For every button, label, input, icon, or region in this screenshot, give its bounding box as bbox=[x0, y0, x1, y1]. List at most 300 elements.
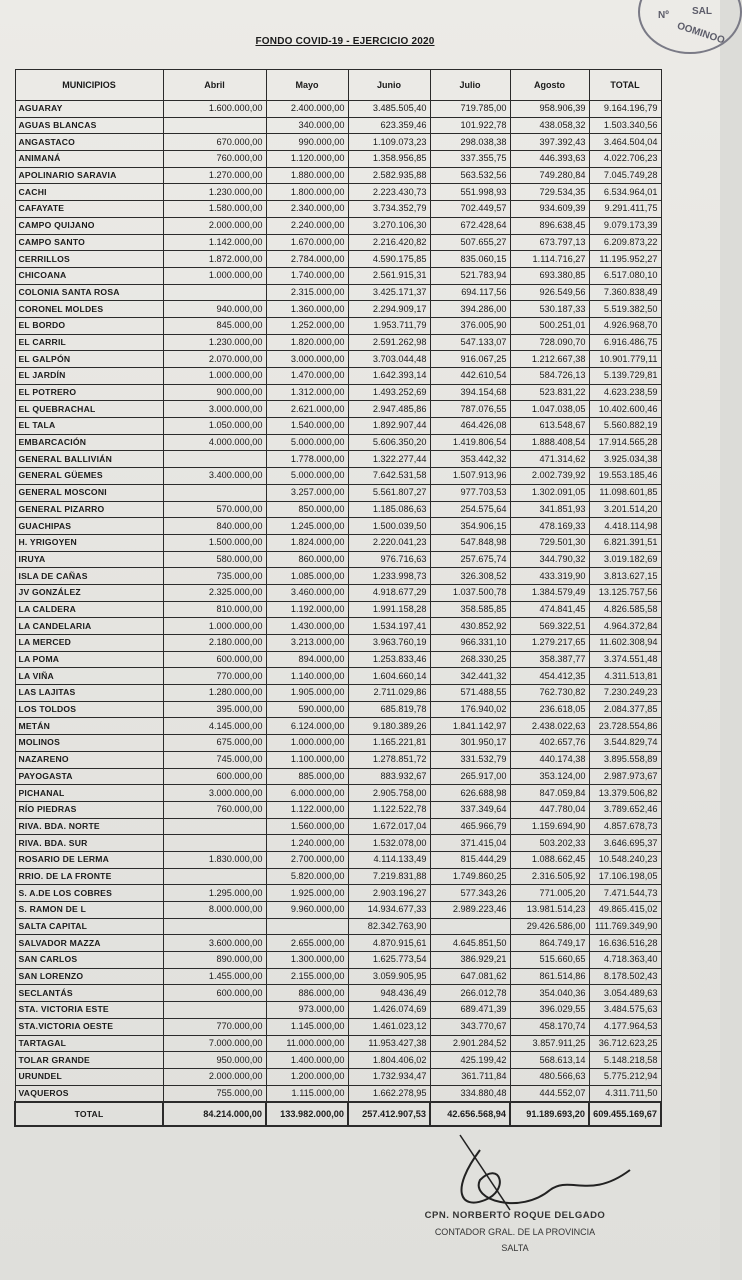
amount-cell: 845.000,00 bbox=[163, 317, 266, 334]
amount-cell: 623.359,46 bbox=[348, 117, 430, 134]
amount-cell: 1.230.000,00 bbox=[163, 184, 266, 201]
amount-cell: 9.164.196,79 bbox=[589, 101, 661, 118]
amount-cell: 3.895.558,89 bbox=[589, 751, 661, 768]
amount-cell: 1.580.000,00 bbox=[163, 201, 266, 218]
municipio-cell: ANGASTACO bbox=[15, 134, 163, 151]
amount-cell: 600.000,00 bbox=[163, 985, 266, 1002]
municipio-cell: SAN CARLOS bbox=[15, 952, 163, 969]
amount-cell: 1.532.078,00 bbox=[348, 835, 430, 852]
document-title: FONDO COVID-19 - EJERCICIO 2020 bbox=[255, 36, 435, 47]
amount-cell: 1.000.000,00 bbox=[266, 735, 348, 752]
amount-cell: 2.903.196,27 bbox=[348, 885, 430, 902]
amount-cell: 2.084.377,85 bbox=[589, 701, 661, 718]
amount-cell: 1.114.716,27 bbox=[510, 251, 589, 268]
amount-cell: 1.430.000,00 bbox=[266, 618, 348, 635]
amount-cell: 1.534.197,41 bbox=[348, 618, 430, 635]
municipio-cell: PICHANAL bbox=[15, 785, 163, 802]
amount-cell: 1.245.000,00 bbox=[266, 518, 348, 535]
signatory-role: CONTADOR GRAL. DE LA PROVINCIA bbox=[434, 1227, 596, 1237]
amount-cell: 2.400.000,00 bbox=[266, 101, 348, 118]
amount-cell: 1.778.000,00 bbox=[266, 451, 348, 468]
amount-cell: 402.657,76 bbox=[510, 735, 589, 752]
amount-cell: 7.219.831,88 bbox=[348, 868, 430, 885]
header-julio: Julio bbox=[430, 70, 510, 101]
amount-cell: 1.732.934,47 bbox=[348, 1068, 430, 1085]
municipio-cell: EMBARCACIÓN bbox=[15, 434, 163, 451]
amount-cell: 4.590.175,85 bbox=[348, 251, 430, 268]
amount-cell: 672.428,64 bbox=[430, 217, 510, 234]
amount-cell: 990.000,00 bbox=[266, 134, 348, 151]
amount-cell: 1.000.000,00 bbox=[163, 618, 266, 635]
amount-cell: 580.000,00 bbox=[163, 551, 266, 568]
amount-cell: 530.187,33 bbox=[510, 301, 589, 318]
table-row bbox=[15, 301, 661, 318]
amount-cell: 444.552,07 bbox=[510, 1085, 589, 1102]
amount-cell: 3.059.905,95 bbox=[348, 968, 430, 985]
amount-cell: 11.953.427,38 bbox=[348, 1035, 430, 1052]
table-row bbox=[15, 1002, 661, 1019]
amount-cell: 433.319,90 bbox=[510, 568, 589, 585]
amount-cell: 394.154,68 bbox=[430, 384, 510, 401]
amount-cell: 600.000,00 bbox=[163, 651, 266, 668]
amount-cell: 810.000,00 bbox=[163, 601, 266, 618]
amount-cell: 864.749,17 bbox=[510, 935, 589, 952]
table-row bbox=[15, 167, 661, 184]
amount-cell: 940.000,00 bbox=[163, 301, 266, 318]
amount-cell: 1.892.907,44 bbox=[348, 418, 430, 435]
amount-cell: 447.780,04 bbox=[510, 801, 589, 818]
amount-cell: 760.000,00 bbox=[163, 801, 266, 818]
amount-cell: 1.185.086,63 bbox=[348, 501, 430, 518]
amount-cell: 3.460.000,00 bbox=[266, 584, 348, 601]
municipio-cell: ANIMANÁ bbox=[15, 151, 163, 168]
municipio-cell: RIVA. BDA. SUR bbox=[15, 835, 163, 852]
amount-cell: 521.783,94 bbox=[430, 267, 510, 284]
amount-cell: 10.402.600,46 bbox=[589, 401, 661, 418]
amount-cell: 10.901.779,11 bbox=[589, 351, 661, 368]
table-body bbox=[15, 101, 661, 1103]
amount-cell: 1.991.158,28 bbox=[348, 601, 430, 618]
amount-cell: 1.000.000,00 bbox=[163, 267, 266, 284]
amount-cell: 1.905.000,00 bbox=[266, 685, 348, 702]
amount-cell: 1.233.998,73 bbox=[348, 568, 430, 585]
table-row bbox=[15, 134, 661, 151]
amount-cell: 1.800.000,00 bbox=[266, 184, 348, 201]
amount-cell: 8.178.502,43 bbox=[589, 968, 661, 985]
amount-cell: 1.145.000,00 bbox=[266, 1018, 348, 1035]
table-row bbox=[15, 568, 661, 585]
amount-cell: 5.820.000,00 bbox=[266, 868, 348, 885]
amount-cell: 4.870.915,61 bbox=[348, 935, 430, 952]
amount-cell: 4.623.238,59 bbox=[589, 384, 661, 401]
amount-cell: 1.100.000,00 bbox=[266, 751, 348, 768]
municipio-cell: STA. VICTORIA ESTE bbox=[15, 1002, 163, 1019]
amount-cell: 337.349,64 bbox=[430, 801, 510, 818]
amount-cell: 1.280.000,00 bbox=[163, 685, 266, 702]
amount-cell: 685.819,78 bbox=[348, 701, 430, 718]
amount-cell: 1.240.000,00 bbox=[266, 835, 348, 852]
amount-cell: 1.507.913,96 bbox=[430, 468, 510, 485]
amount-cell: 376.005,90 bbox=[430, 317, 510, 334]
amount-cell: 2.987.973,67 bbox=[589, 768, 661, 785]
table-row bbox=[15, 484, 661, 501]
header-abril: Abril bbox=[163, 70, 266, 101]
amount-cell: 1.252.000,00 bbox=[266, 317, 348, 334]
amount-cell: 2.240.000,00 bbox=[266, 217, 348, 234]
municipio-cell: LA POMA bbox=[15, 651, 163, 668]
amount-cell: 361.711,84 bbox=[430, 1068, 510, 1085]
municipio-cell: AGUAS BLANCAS bbox=[15, 117, 163, 134]
amount-cell: 1.880.000,00 bbox=[266, 167, 348, 184]
table-row bbox=[15, 1035, 661, 1052]
table-row bbox=[15, 751, 661, 768]
amount-cell: 2.155.000,00 bbox=[266, 968, 348, 985]
amount-cell: 1.165.221,81 bbox=[348, 735, 430, 752]
amount-cell: 973.000,00 bbox=[266, 1002, 348, 1019]
amount-cell: 353.442,32 bbox=[430, 451, 510, 468]
amount-cell: 1.419.806,54 bbox=[430, 434, 510, 451]
municipio-cell: AGUARAY bbox=[15, 101, 163, 118]
municipio-cell: EL GALPÓN bbox=[15, 351, 163, 368]
amount-cell: 569.322,51 bbox=[510, 618, 589, 635]
amount-cell: 1.037.500,78 bbox=[430, 584, 510, 601]
amount-cell: 1.047.038,05 bbox=[510, 401, 589, 418]
amount-cell: 396.029,55 bbox=[510, 1002, 589, 1019]
amount-cell: 2.582.935,88 bbox=[348, 167, 430, 184]
total-junio: 257.412.907,53 bbox=[348, 1102, 430, 1126]
amount-cell: 464.426,08 bbox=[430, 418, 510, 435]
table-row bbox=[15, 968, 661, 985]
signature-scribble bbox=[440, 1130, 640, 1220]
amount-cell: 1.050.000,00 bbox=[163, 418, 266, 435]
table-row bbox=[15, 935, 661, 952]
signatory-name: CPN. NORBERTO ROQUE DELGADO bbox=[424, 1210, 606, 1221]
amount-cell: 2.711.029,86 bbox=[348, 685, 430, 702]
table-row bbox=[15, 601, 661, 618]
funds-table bbox=[14, 69, 662, 1127]
amount-cell: 9.180.389,26 bbox=[348, 718, 430, 735]
municipio-cell: SALTA CAPITAL bbox=[15, 918, 163, 935]
table-row bbox=[15, 868, 661, 885]
amount-cell: 1.830.000,00 bbox=[163, 851, 266, 868]
amount-cell: 11.602.308,94 bbox=[589, 635, 661, 652]
municipio-cell: GENERAL PIZARRO bbox=[15, 501, 163, 518]
amount-cell: 523.831,22 bbox=[510, 384, 589, 401]
amount-cell: 2.591.262,98 bbox=[348, 334, 430, 351]
table-row bbox=[15, 368, 661, 385]
amount-cell: 395.000,00 bbox=[163, 701, 266, 718]
amount-cell: 341.851,93 bbox=[510, 501, 589, 518]
amount-cell: 977.703,53 bbox=[430, 484, 510, 501]
municipio-cell: CACHI bbox=[15, 184, 163, 201]
amount-cell: 1.120.000,00 bbox=[266, 151, 348, 168]
amount-cell: 111.769.349,90 bbox=[589, 918, 661, 935]
amount-cell: 2.223.430,73 bbox=[348, 184, 430, 201]
totals-row bbox=[15, 1102, 661, 1126]
amount-cell: 6.124.000,00 bbox=[266, 718, 348, 735]
amount-cell: 1.662.278,95 bbox=[348, 1085, 430, 1102]
amount-cell: 900.000,00 bbox=[163, 384, 266, 401]
municipio-cell: EL QUEBRACHAL bbox=[15, 401, 163, 418]
amount-cell: 2.947.485,86 bbox=[348, 401, 430, 418]
amount-cell: 4.311.711,50 bbox=[589, 1085, 661, 1102]
table-row bbox=[15, 801, 661, 818]
amount-cell: 3.054.489,63 bbox=[589, 985, 661, 1002]
amount-cell: 1.122.522,78 bbox=[348, 801, 430, 818]
amount-cell: 1.300.000,00 bbox=[266, 952, 348, 969]
amount-cell: 1.642.393,14 bbox=[348, 368, 430, 385]
amount-cell: 4.311.513,81 bbox=[589, 668, 661, 685]
amount-cell: 590.000,00 bbox=[266, 701, 348, 718]
amount-cell: 3.425.171,37 bbox=[348, 284, 430, 301]
municipio-cell: PAYOGASTA bbox=[15, 768, 163, 785]
amount-cell bbox=[163, 835, 266, 852]
amount-cell: 950.000,00 bbox=[163, 1052, 266, 1069]
amount-cell: 257.675,74 bbox=[430, 551, 510, 568]
amount-cell: 1.540.000,00 bbox=[266, 418, 348, 435]
amount-cell: 1.400.000,00 bbox=[266, 1052, 348, 1069]
amount-cell: 446.393,63 bbox=[510, 151, 589, 168]
municipio-cell: RÍO PIEDRAS bbox=[15, 801, 163, 818]
table-row bbox=[15, 201, 661, 218]
amount-cell: 17.106.198,05 bbox=[589, 868, 661, 885]
municipio-cell: RIVA. BDA. NORTE bbox=[15, 818, 163, 835]
amount-cell: 1.358.956,85 bbox=[348, 151, 430, 168]
amount-cell: 480.566,63 bbox=[510, 1068, 589, 1085]
amount-cell: 745.000,00 bbox=[163, 751, 266, 768]
municipio-cell: LOS TOLDOS bbox=[15, 701, 163, 718]
header-total: TOTAL bbox=[589, 70, 661, 101]
amount-cell: 1.140.000,00 bbox=[266, 668, 348, 685]
amount-cell bbox=[163, 117, 266, 134]
amount-cell: 458.170,74 bbox=[510, 1018, 589, 1035]
amount-cell: 3.789.652,46 bbox=[589, 801, 661, 818]
municipio-cell: CAMPO SANTO bbox=[15, 234, 163, 251]
amount-cell: 4.177.964,53 bbox=[589, 1018, 661, 1035]
table-header-row bbox=[15, 70, 661, 101]
amount-cell: 9.960.000,00 bbox=[266, 902, 348, 919]
amount-cell: 9.079.173,39 bbox=[589, 217, 661, 234]
municipio-cell: VAQUEROS bbox=[15, 1085, 163, 1102]
amount-cell: 735.000,00 bbox=[163, 568, 266, 585]
table-row bbox=[15, 701, 661, 718]
table-row bbox=[15, 351, 661, 368]
stamp-text-1: Nº bbox=[658, 10, 669, 21]
amount-cell: 14.934.677,33 bbox=[348, 902, 430, 919]
amount-cell: 2.438.022,63 bbox=[510, 718, 589, 735]
amount-cell: 2.316.505,92 bbox=[510, 868, 589, 885]
amount-cell: 5.560.882,19 bbox=[589, 418, 661, 435]
amount-cell: 850.000,00 bbox=[266, 501, 348, 518]
amount-cell: 547.848,98 bbox=[430, 534, 510, 551]
table-row bbox=[15, 885, 661, 902]
amount-cell: 515.660,65 bbox=[510, 952, 589, 969]
amount-cell: 3.000.000,00 bbox=[163, 785, 266, 802]
amount-cell: 11.098.601,85 bbox=[589, 484, 661, 501]
municipio-cell: LA VIÑA bbox=[15, 668, 163, 685]
amount-cell: 254.575,64 bbox=[430, 501, 510, 518]
amount-cell: 2.901.284,52 bbox=[430, 1035, 510, 1052]
amount-cell: 371.415,04 bbox=[430, 835, 510, 852]
amount-cell: 3.000.000,00 bbox=[163, 401, 266, 418]
amount-cell bbox=[163, 868, 266, 885]
municipio-cell: GENERAL BALLIVIÁN bbox=[15, 451, 163, 468]
amount-cell: 1.824.000,00 bbox=[266, 534, 348, 551]
amount-cell: 4.645.851,50 bbox=[430, 935, 510, 952]
amount-cell: 770.000,00 bbox=[163, 668, 266, 685]
amount-cell: 2.216.420,82 bbox=[348, 234, 430, 251]
municipio-cell: LA CANDELARIA bbox=[15, 618, 163, 635]
amount-cell: 1.500.039,50 bbox=[348, 518, 430, 535]
amount-cell bbox=[163, 284, 266, 301]
amount-cell: 6.821.391,51 bbox=[589, 534, 661, 551]
amount-cell: 438.058,32 bbox=[510, 117, 589, 134]
amount-cell: 2.002.739,92 bbox=[510, 468, 589, 485]
amount-cell: 894.000,00 bbox=[266, 651, 348, 668]
table-row bbox=[15, 1068, 661, 1085]
amount-cell: 507.655,27 bbox=[430, 234, 510, 251]
amount-cell: 2.655.000,00 bbox=[266, 935, 348, 952]
header-agosto: Agosto bbox=[510, 70, 589, 101]
amount-cell: 3.734.352,79 bbox=[348, 201, 430, 218]
amount-cell: 7.000.000,00 bbox=[163, 1035, 266, 1052]
amount-cell: 3.400.000,00 bbox=[163, 468, 266, 485]
total-julio: 42.656.568,94 bbox=[430, 1102, 510, 1126]
municipio-cell: CAFAYATE bbox=[15, 201, 163, 218]
table-row bbox=[15, 334, 661, 351]
amount-cell: 23.728.554,86 bbox=[589, 718, 661, 735]
amount-cell: 3.646.695,37 bbox=[589, 835, 661, 852]
amount-cell: 885.000,00 bbox=[266, 768, 348, 785]
amount-cell: 890.000,00 bbox=[163, 952, 266, 969]
municipio-cell: GUACHIPAS bbox=[15, 518, 163, 535]
amount-cell: 430.852,92 bbox=[430, 618, 510, 635]
municipio-cell: EL POTRERO bbox=[15, 384, 163, 401]
amount-cell: 2.561.915,31 bbox=[348, 267, 430, 284]
amount-cell: 3.703.044,48 bbox=[348, 351, 430, 368]
municipio-cell: ROSARIO DE LERMA bbox=[15, 851, 163, 868]
amount-cell: 1.212.667,38 bbox=[510, 351, 589, 368]
amount-cell: 584.726,13 bbox=[510, 368, 589, 385]
amount-cell: 340.000,00 bbox=[266, 117, 348, 134]
amount-cell: 1.560.000,00 bbox=[266, 818, 348, 835]
table-row bbox=[15, 518, 661, 535]
amount-cell: 4.718.363,40 bbox=[589, 952, 661, 969]
amount-cell: 547.133,07 bbox=[430, 334, 510, 351]
amount-cell: 3.544.829,74 bbox=[589, 735, 661, 752]
amount-cell: 1.230.000,00 bbox=[163, 334, 266, 351]
amount-cell: 1.604.660,14 bbox=[348, 668, 430, 685]
amount-cell: 13.981.514,23 bbox=[510, 902, 589, 919]
amount-cell: 835.060,15 bbox=[430, 251, 510, 268]
amount-cell: 3.257.000,00 bbox=[266, 484, 348, 501]
municipio-cell: STA.VICTORIA OESTE bbox=[15, 1018, 163, 1035]
table-row bbox=[15, 985, 661, 1002]
municipio-cell: CERRILLOS bbox=[15, 251, 163, 268]
municipio-cell: EL BORDO bbox=[15, 317, 163, 334]
table-row bbox=[15, 818, 661, 835]
amount-cell: 694.117,56 bbox=[430, 284, 510, 301]
amount-cell: 916.067,25 bbox=[430, 351, 510, 368]
municipio-cell: GENERAL MOSCONI bbox=[15, 484, 163, 501]
table-row bbox=[15, 685, 661, 702]
table-row bbox=[15, 434, 661, 451]
amount-cell: 343.770,67 bbox=[430, 1018, 510, 1035]
table-row bbox=[15, 151, 661, 168]
amount-cell: 265.917,00 bbox=[430, 768, 510, 785]
amount-cell: 2.180.000,00 bbox=[163, 635, 266, 652]
amount-cell: 454.412,35 bbox=[510, 668, 589, 685]
amount-cell: 2.905.758,00 bbox=[348, 785, 430, 802]
amount-cell: 2.325.000,00 bbox=[163, 584, 266, 601]
municipio-cell: RRIO. DE LA FRONTE bbox=[15, 868, 163, 885]
amount-cell: 728.090,70 bbox=[510, 334, 589, 351]
amount-cell: 1.500.000,00 bbox=[163, 534, 266, 551]
amount-cell: 689.471,39 bbox=[430, 1002, 510, 1019]
amount-cell: 8.000.000,00 bbox=[163, 902, 266, 919]
amount-cell: 2.621.000,00 bbox=[266, 401, 348, 418]
amount-cell: 729.501,30 bbox=[510, 534, 589, 551]
municipio-cell: APOLINARIO SARAVIA bbox=[15, 167, 163, 184]
amount-cell: 1.600.000,00 bbox=[163, 101, 266, 118]
amount-cell bbox=[163, 918, 266, 935]
amount-cell: 1.740.000,00 bbox=[266, 267, 348, 284]
municipio-cell: TARTAGAL bbox=[15, 1035, 163, 1052]
amount-cell: 2.989.223,46 bbox=[430, 902, 510, 919]
amount-cell: 7.642.531,58 bbox=[348, 468, 430, 485]
amount-cell: 3.000.000,00 bbox=[266, 351, 348, 368]
amount-cell: 966.331,10 bbox=[430, 635, 510, 652]
stamp-text-3: SAL bbox=[692, 6, 712, 17]
amount-cell: 176.940,02 bbox=[430, 701, 510, 718]
table-row bbox=[15, 384, 661, 401]
table-row bbox=[15, 1085, 661, 1102]
amount-cell: 1.192.000,00 bbox=[266, 601, 348, 618]
amount-cell: 860.000,00 bbox=[266, 551, 348, 568]
amount-cell: 5.000.000,00 bbox=[266, 434, 348, 451]
amount-cell: 236.618,05 bbox=[510, 701, 589, 718]
amount-cell: 442.610,54 bbox=[430, 368, 510, 385]
amount-cell: 4.918.677,29 bbox=[348, 584, 430, 601]
amount-cell: 1.820.000,00 bbox=[266, 334, 348, 351]
amount-cell: 840.000,00 bbox=[163, 518, 266, 535]
table-row bbox=[15, 768, 661, 785]
municipio-cell: CHICOANA bbox=[15, 267, 163, 284]
municipio-cell: GENERAL GÜEMES bbox=[15, 468, 163, 485]
amount-cell: 29.426.586,00 bbox=[510, 918, 589, 935]
table-row bbox=[15, 668, 661, 685]
table-row bbox=[15, 1018, 661, 1035]
municipio-cell: EL CARRIL bbox=[15, 334, 163, 351]
amount-cell: 3.484.575,63 bbox=[589, 1002, 661, 1019]
amount-cell: 1.360.000,00 bbox=[266, 301, 348, 318]
amount-cell: 3.270.106,30 bbox=[348, 217, 430, 234]
municipio-cell: LA CALDERA bbox=[15, 601, 163, 618]
amount-cell: 1.503.340,56 bbox=[589, 117, 661, 134]
table-row bbox=[15, 401, 661, 418]
amount-cell: 1.672.017,04 bbox=[348, 818, 430, 835]
amount-cell: 397.392,43 bbox=[510, 134, 589, 151]
municipio-cell: EL TALA bbox=[15, 418, 163, 435]
table-row bbox=[15, 651, 661, 668]
amount-cell: 1.115.000,00 bbox=[266, 1085, 348, 1102]
amount-cell: 3.464.504,04 bbox=[589, 134, 661, 151]
amount-cell: 3.925.034,38 bbox=[589, 451, 661, 468]
amount-cell: 3.485.505,40 bbox=[348, 101, 430, 118]
signatory-place: SALTA bbox=[501, 1243, 529, 1253]
municipio-cell: SECLANTÁS bbox=[15, 985, 163, 1002]
amount-cell: 5.519.382,50 bbox=[589, 301, 661, 318]
